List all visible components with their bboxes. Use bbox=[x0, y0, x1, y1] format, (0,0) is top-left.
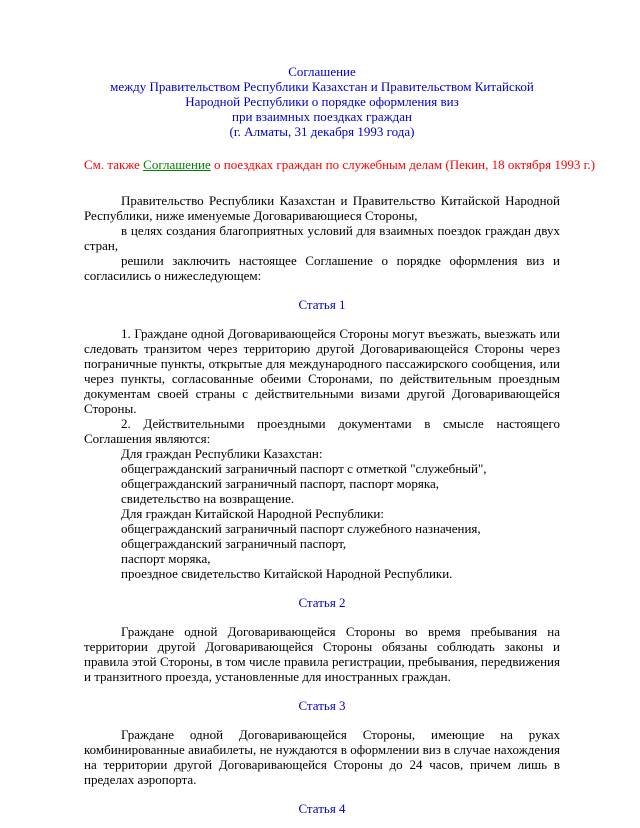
paragraph: паспорт моряка, bbox=[121, 551, 211, 566]
paragraph: 2. Действительными проездными документами в смысле настоящего Соглашения являются: bbox=[84, 416, 560, 446]
article-heading: Статья 2 bbox=[298, 595, 346, 610]
title-line: Соглашение bbox=[288, 64, 356, 79]
title-line: Народной Республики о порядке оформления виз bbox=[185, 94, 459, 109]
title-line: между Правительством Республики Казахстан и Правительством Китайской bbox=[110, 79, 534, 94]
see-also-prefix: См. также bbox=[84, 157, 144, 172]
see-also-line bbox=[84, 157, 596, 172]
see-also-link[interactable]: Соглашение bbox=[143, 157, 211, 172]
paragraph: в целях создания благоприятных условий для взаимных поездок граждан двух стран, bbox=[84, 223, 560, 253]
article-heading: Статья 3 bbox=[298, 698, 346, 713]
paragraph: общегражданский заграничный паспорт служебного назначения, bbox=[121, 521, 481, 536]
paragraph: Граждане одной Договаривающейся Стороны, имеющие на руках комбинированные авиабилеты, не нуждаются в оформлении виз в случае нахождения на территории другой Договаривающейся Стороны до 24 часов, причем лишь в пределах аэропорта. bbox=[84, 727, 560, 787]
paragraph: Граждане одной Договаривающейся Стороны во время пребывания на территории другой Договаривающейся Стороны обязаны соблюдать законы и правила этой Стороны, в том числе правила регистрации, пребывания, передвижения и транзитного проезда, установленные для иностранных граждан. bbox=[84, 624, 560, 684]
paragraph: Для граждан Республики Казахстан: bbox=[121, 446, 323, 461]
see-also-suffix: о поездках граждан по служебным делам (Пекин, 18 октября 1993 г.) bbox=[210, 157, 596, 172]
title-line: при взаимных поездках граждан bbox=[232, 109, 412, 124]
paragraph: Для граждан Китайской Народной Республики: bbox=[121, 506, 384, 521]
title-line: (г. Алматы, 31 декабря 1993 года) bbox=[229, 124, 415, 139]
document-body bbox=[84, 193, 560, 816]
article-heading: Статья 4 bbox=[298, 801, 346, 816]
paragraph: свидетельство на возвращение. bbox=[121, 491, 295, 506]
paragraph: решили заключить настоящее Соглашение о порядке оформления виз и согласились о нижеследующем: bbox=[84, 253, 560, 283]
paragraph: 1. Граждане одной Договаривающейся Стороны могут въезжать, выезжать или следовать транзитом через территорию другой Договаривающейся Стороны через пограничные пункты, открытые для международного пассажирского сообщения, или через пункты, согласованные обеими Сторонами, по действительным проездным документам своей страны с действительными визами другой Договаривающейся Стороны. bbox=[84, 326, 560, 416]
paragraph: проездное свидетельство Китайской Народной Республики. bbox=[121, 566, 453, 581]
paragraph: общегражданский заграничный паспорт, паспорт моряка, bbox=[121, 476, 439, 491]
article-heading: Статья 1 bbox=[298, 297, 346, 312]
paragraph: общегражданский заграничный паспорт, bbox=[121, 536, 347, 551]
paragraph: общегражданский заграничный паспорт с отметкой "служебный", bbox=[121, 461, 487, 476]
document-title bbox=[84, 64, 560, 139]
paragraph: Правительство Республики Казахстан и Правительство Китайской Народной Республики, ниже именуемые Договаривающиеся Стороны, bbox=[84, 193, 560, 223]
